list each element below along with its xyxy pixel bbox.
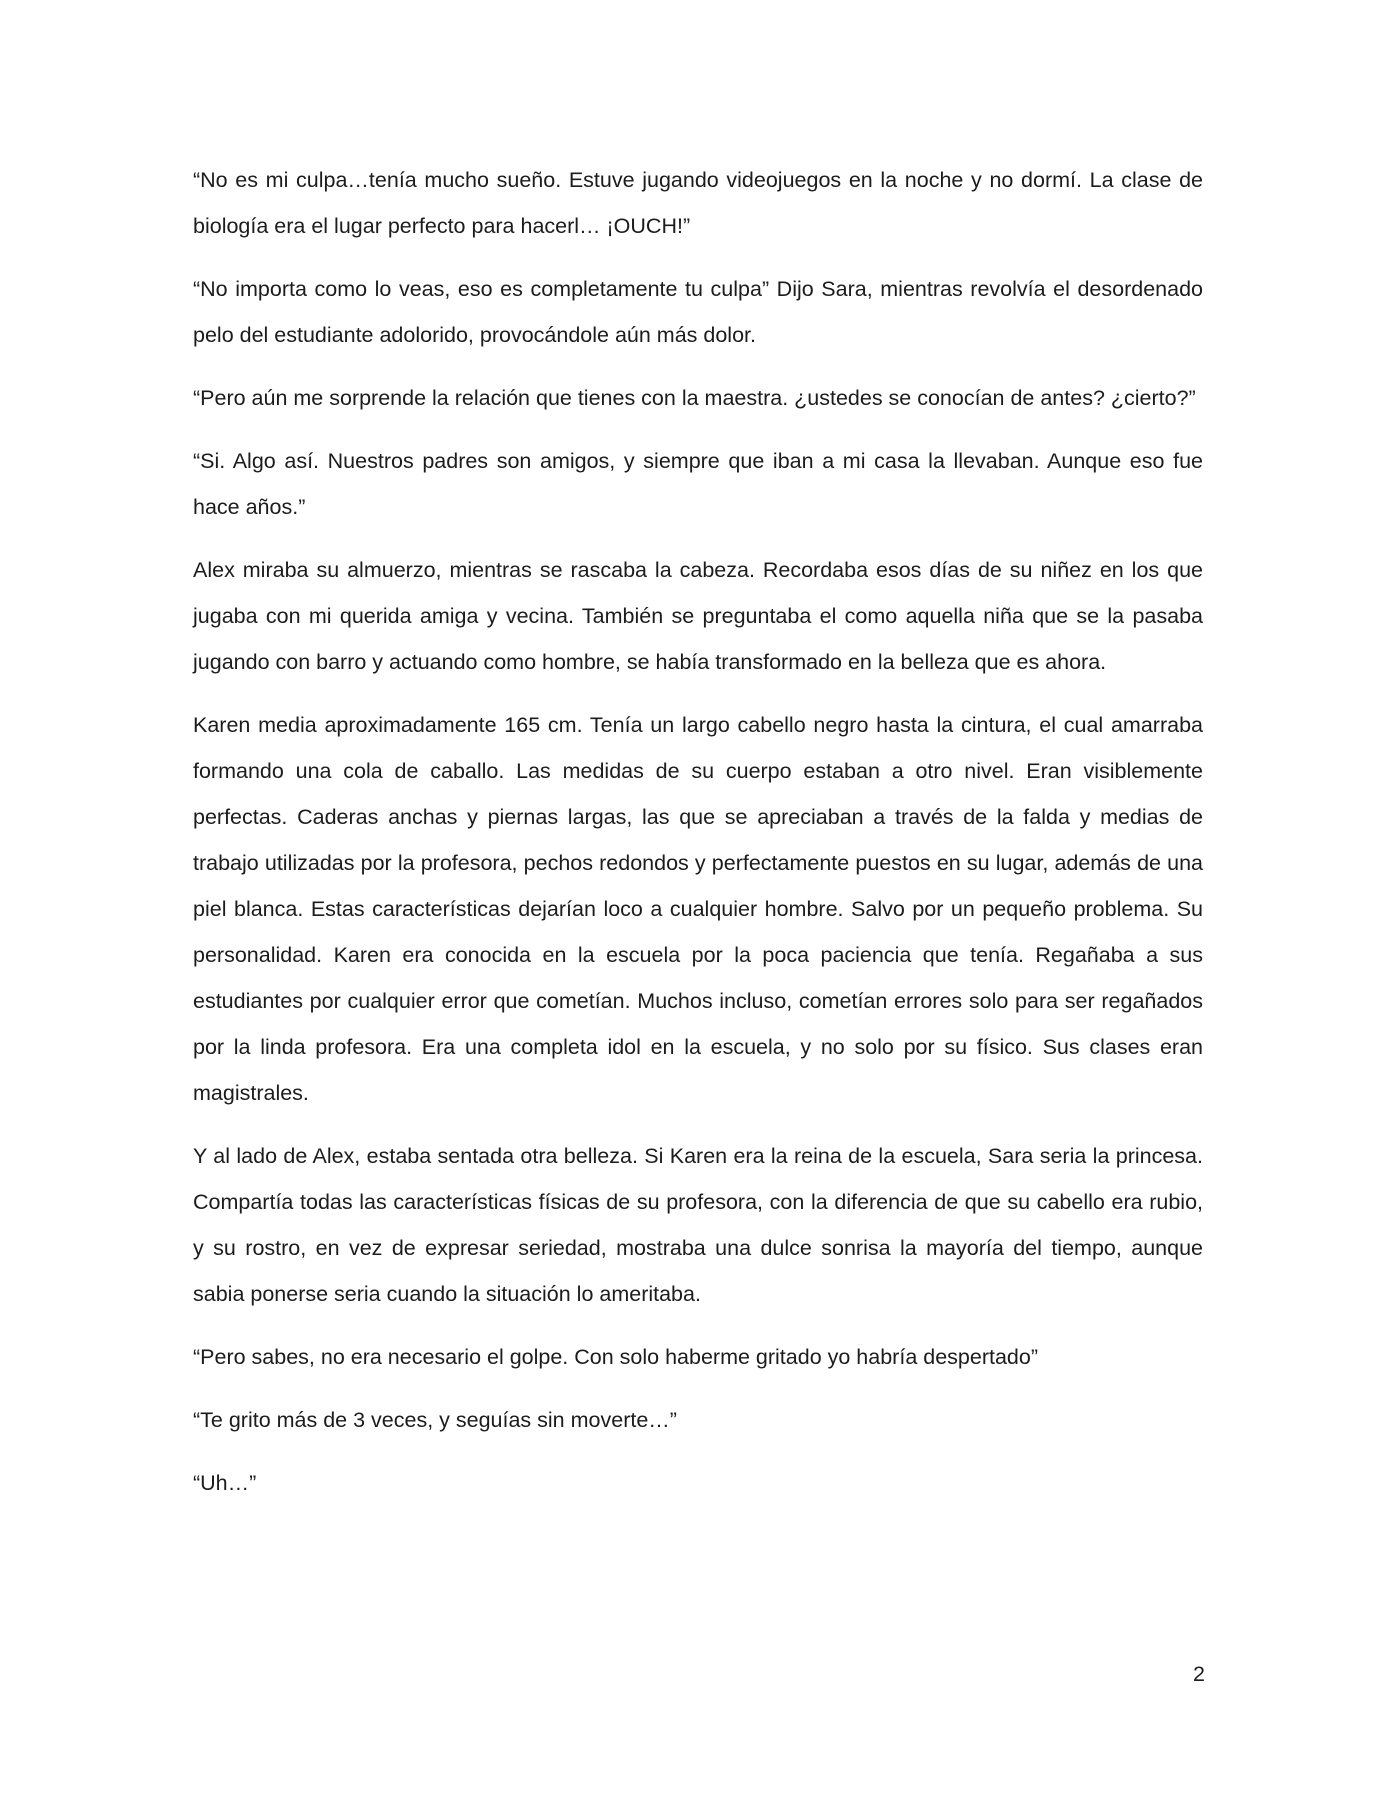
paragraph: “Pero sabes, no era necesario el golpe. Con solo haberme gritado yo habría despertado” <box>193 1345 1038 1369</box>
paragraph: “Uh…” <box>193 1471 257 1495</box>
paragraph: Alex miraba su almuerzo, mientras se rascaba la cabeza. Recordaba esos días de su niñez en los que jugaba con mi querida amiga y vecina. También se preguntaba el como aquella niña que se la pasaba jugando con barro y actuando como hombre, se había transformado en la belleza que es ahora. <box>193 558 1203 674</box>
body-text <box>193 157 1203 1523</box>
paragraph: Y al lado de Alex, estaba sentada otra belleza. Si Karen era la reina de la escuela, Sara seria la princesa. Compartía todas las características físicas de su profesora, con la diferencia de que su cabello era rubio, y su rostro, en vez de expresar seriedad, mostraba una dulce sonrisa la mayoría del tiempo, aunque sabia ponerse seria cuando la situación lo ameritaba. <box>193 1144 1203 1306</box>
paragraph: “Si. Algo así. Nuestros padres son amigos, y siempre que iban a mi casa la llevaban. Aunque eso fue hace años.” <box>193 449 1203 519</box>
paragraph: “Pero aún me sorprende la relación que tienes con la maestra. ¿ustedes se conocían de antes? ¿cierto?” <box>193 386 1196 410</box>
paragraph: Karen media aproximadamente 165 cm. Tenía un largo cabello negro hasta la cintura, el cual amarraba formando una cola de caballo. Las medidas de su cuerpo estaban a otro nivel. Eran visiblemente perfectas. Caderas anchas y piernas largas, las que se apreciaban a través de la falda y medias de trabajo utilizadas por la profesora, pechos redondos y perfectamente puestos en su lugar, además de una piel blanca. Estas características dejarían loco a cualquier hombre. Salvo por un pequeño problema. Su personalidad. Karen era conocida en la escuela por la poca paciencia que tenía. Regañaba a sus estudiantes por cualquier error que cometían. Muchos incluso, cometían errores solo para ser regañados por la linda profesora. Era una completa idol en la escuela, y no solo por su físico. Sus clases eran magistrales. <box>193 713 1203 1105</box>
paragraph: “No es mi culpa…tenía mucho sueño. Estuve jugando videojuegos en la noche y no dormí. La clase de biología era el lugar perfecto para hacerl… ¡OUCH!” <box>193 168 1203 238</box>
paragraph: “Te grito más de 3 veces, y seguías sin moverte…” <box>193 1408 677 1432</box>
paragraph: “No importa como lo veas, eso es completamente tu culpa” Dijo Sara, mientras revolvía el desordenado pelo del estudiante adolorido, provocándole aún más dolor. <box>193 277 1203 347</box>
page-number: 2 <box>1193 1662 1205 1686</box>
